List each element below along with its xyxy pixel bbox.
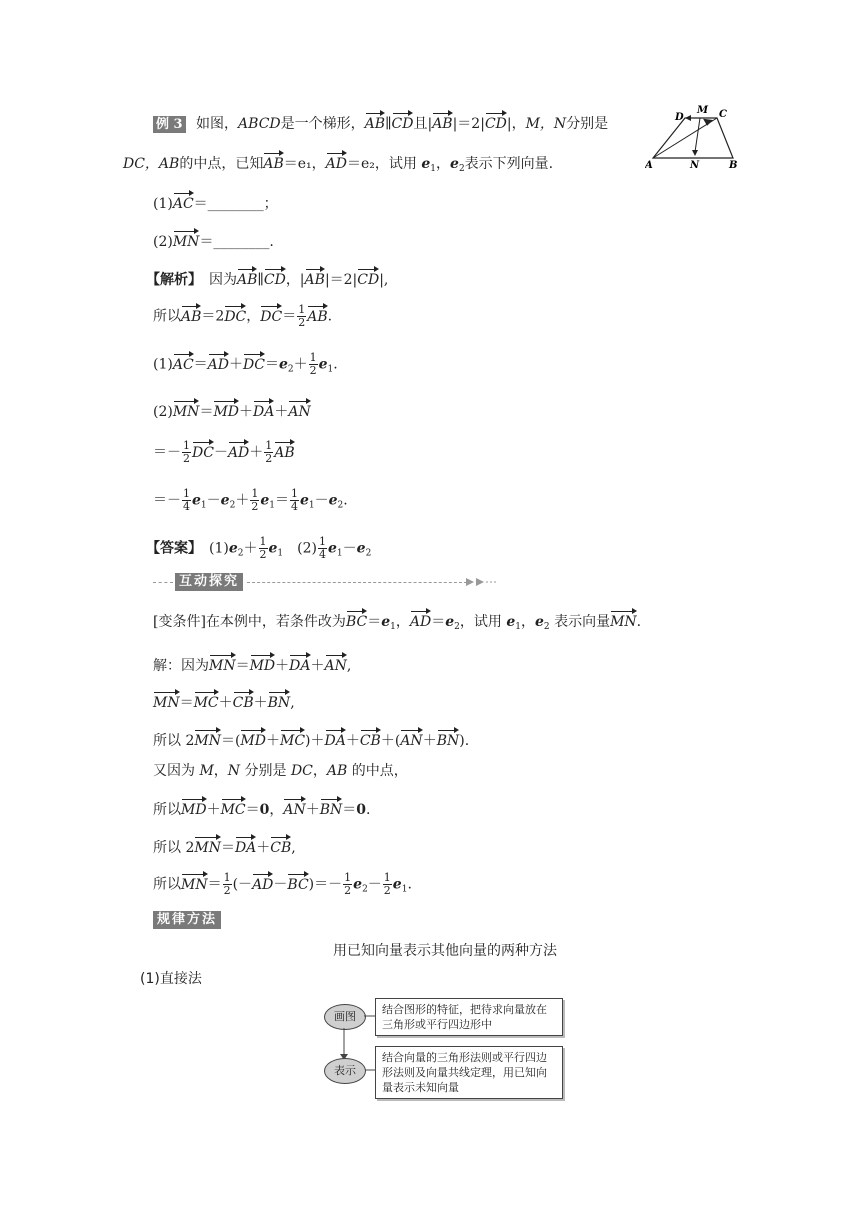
solution-line-6: ＝－ $\frac{1}{4}$ $e_1-e_2+$ $\frac{1}{2}$ $e_1=$ $\frac{1}{4}$ $e_1-e_2$.: [153, 487, 348, 513]
flow-step-2: 表示: [324, 1058, 366, 1084]
interactive-badge: 互动探究: [175, 573, 243, 591]
label-n: N: [690, 160, 700, 170]
variant-line-3: MN＝MC＋CB＋BN,: [153, 691, 295, 712]
solution-line-3: $(1)AC=AD+DC=e_2+$ $\frac{1}{2}$ $e_1$.: [153, 351, 338, 377]
variant-line-8: 所以MN＝ $\frac{1}{2}$ (－AD－BC)＝－ $\frac{1}{2}$ $e_2-$ $\frac{1}{2}$ $e_1$.: [153, 871, 412, 897]
variant-line-1: [变条件]在本例中，若条件改为$BC=e_1$，$AD=e_2$，试用 $e_1$，$e_2$ 表示向量MN.: [153, 610, 641, 636]
label-b: B: [729, 160, 738, 170]
variant-line-5: 又因为 M，N 分别是 DC，AB 的中点，: [153, 763, 408, 779]
variant-line-7: 所以 2MN＝DA＋CB,: [153, 836, 296, 857]
banner-dash-right: [247, 582, 467, 583]
flow-step-2-desc: 结合向量的三角形法则或平行四边形法则及向量共线定理，用已知向量表示未知向量: [375, 1046, 563, 1099]
variant-line-2: 解：因为MN＝MD＋DA＋AN,: [153, 654, 351, 675]
question-1: (1)AC＝________；: [153, 192, 278, 213]
flow-step-1: 画图: [324, 1004, 366, 1030]
label-a: A: [645, 160, 653, 170]
solution-line-2: 所以AB＝2DC，DC＝ $\frac{1}{2}$ AB.: [153, 303, 333, 329]
method-title: 用已知向量表示其他向量的两种方法: [333, 943, 557, 959]
question-2: (2)MN＝________.: [153, 230, 274, 251]
solution-line-5: ＝－ $\frac{1}{2}$ DC－AD＋ $\frac{1}{2}$ AB: [153, 439, 295, 465]
banner-dash-left: [153, 582, 173, 583]
solution-line-1: 【解析】 因为AB∥CD，|AB|＝2|CD|,: [146, 268, 388, 289]
solution-line-4: (2)MN＝MD＋DA＋AN: [153, 400, 311, 421]
answer-line: 【答案】 $(1)e_2+$ $\frac{1}{2}$ $e_1$ (2) $\frac{1}{4}$ $e_1-e_2$: [146, 535, 372, 561]
variant-line-6: 所以MD＋MC＝0，AN＋BN＝0.: [153, 798, 370, 819]
method-sub-1: (1)直接法: [140, 971, 202, 987]
example-tag: 例 3: [153, 116, 186, 133]
label-m: M: [697, 105, 709, 116]
label-c: C: [719, 109, 727, 120]
label-d: D: [675, 112, 684, 123]
trapezoid-figure: [645, 100, 745, 170]
variant-line-4: 所以 2MN＝(MD＋MC)＋DA＋CB＋(AN＋BN).: [153, 729, 469, 750]
flow-step-1-desc: 结合图形的特征，把待求向量放在三角形或平行四边形中: [375, 998, 563, 1036]
method-badge: 规律方法: [153, 911, 221, 929]
example-line-1: 例 3 如图，ABCD是一个梯形，AB∥CD且|AB|＝2|CD|，M，N分别是: [153, 112, 608, 133]
example-line-2: DC，AB的中点，已知AB＝e₁，AD＝e₂，试用 $e_1$，$e_2$表示下列向量.: [123, 152, 553, 178]
banner-arrow-icon: [466, 576, 498, 588]
